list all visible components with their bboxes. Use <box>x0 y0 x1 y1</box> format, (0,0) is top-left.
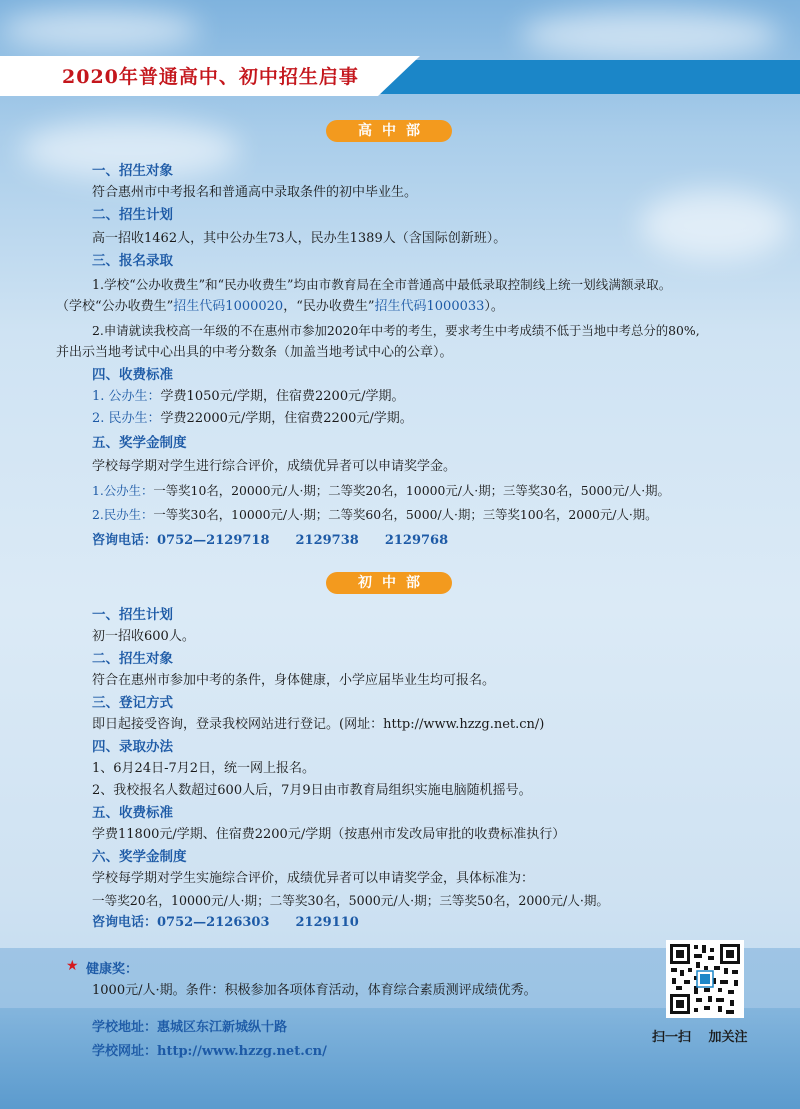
qr-caption: 扫一扫 加关注 <box>652 1030 748 1045</box>
hs-heading-2: 二、招生计划 <box>92 207 173 223</box>
hs-heading-4: 四、收费标准 <box>92 367 173 383</box>
ms-text-1: 初一招收600人。 <box>92 629 195 644</box>
school-address: 学校地址：惠城区东江新城纵十路 <box>92 1020 288 1035</box>
hs-heading-5: 五、奖学金制度 <box>92 435 187 451</box>
hs-scholarship-public <box>92 482 670 500</box>
hs-text-3b-part: （学校“公办收费生” <box>56 299 174 314</box>
hs-text-3d: 并出示当地考试中心出具的中考分数条（加盖当地考试中心的公章）。 <box>56 345 453 360</box>
health-award-text: 1000元/人·期。条件：积极参加各项体育活动，体育综合素质测评成绩优秀。 <box>92 983 537 998</box>
ms-text-6b: 一等奖20名，10000元/人·期；二等奖30名，5000元/人·期；三等奖50名，2000元/人·期。 <box>92 893 610 908</box>
hs-text-3b-part: ）。 <box>484 299 504 314</box>
star-icon: ★ <box>66 958 79 974</box>
hs-code-private: 招生代码1000033 <box>374 299 485 314</box>
hs-scholarship-public-label: 1.公办生： <box>92 483 154 498</box>
qr-code-graphic <box>668 942 742 1016</box>
ms-heading-5: 五、收费标准 <box>92 805 173 821</box>
ms-phone: 咨询电话：0752—2126303 2129110 <box>92 915 359 930</box>
ms-text-4b: 2、我校报名人数超过600人后，7月9日由市教育局组织实施电脑随机摇号。 <box>92 783 532 798</box>
hs-text-3c: 2.申请就读我校高一年级的不在惠州市参加2020年中考的考生，要求考生中考成绩不低于当地中考总分的80%, <box>92 323 700 338</box>
ms-text-2: 符合在惠州市参加中考的条件，身体健康，小学应届毕业生均可报名。 <box>92 673 496 688</box>
cloud-decoration <box>0 10 200 50</box>
hs-fee-private-label: 2. 民办生： <box>92 411 161 426</box>
ms-text-3: 即日起接受咨询，登录我校网站进行登记。(网址：http://www.hzzg.net.cn/) <box>92 717 545 732</box>
hs-fee-private-text: 学费22000元/学期，住宿费2200元/学期。 <box>160 411 413 426</box>
hs-phone: 咨询电话：0752—2129718 2129738 2129768 <box>92 533 449 548</box>
ms-heading-4: 四、录取办法 <box>92 739 173 755</box>
cloud-decoration <box>520 10 780 60</box>
health-award-heading: 健康奖： <box>86 962 139 977</box>
hs-scholarship-public-text: 一等奖10名，20000元/人·期；二等奖20名，10000元/人·期；三等奖30名，5000元/人·期。 <box>153 483 670 498</box>
ms-text-4a: 1、6月24日-7月2日，统一网上报名。 <box>92 761 316 776</box>
hs-code-public: 招生代码1000020 <box>173 299 284 314</box>
section-pill-middle-school: 初中部 <box>326 572 452 594</box>
hs-text-3b-part: ，“民办收费生” <box>283 299 375 314</box>
ms-text-6a: 学校每学期对学生实施综合评价，成绩优异者可以申请奖学金，具体标准为： <box>92 871 535 886</box>
school-website[interactable]: 学校网址：http://www.hzzg.net.cn/ <box>92 1044 327 1059</box>
ms-heading-3: 三、登记方式 <box>92 695 173 711</box>
ms-heading-2: 二、招生对象 <box>92 651 173 667</box>
hs-fee-public-text: 学费1050元/学期，住宿费2200元/学期。 <box>160 389 405 404</box>
cloud-decoration <box>640 190 790 260</box>
hs-heading-3: 三、报名录取 <box>92 253 173 269</box>
ms-heading-6: 六、奖学金制度 <box>92 849 187 865</box>
qr-code-icon <box>666 940 744 1018</box>
hs-fee-public <box>92 388 404 406</box>
ms-heading-1: 一、招生计划 <box>92 607 173 623</box>
hs-scholarship-private-text: 一等奖30名，10000元/人·期；二等奖60名，5000/人·期；三等奖100名，2000元/人·期。 <box>153 507 658 522</box>
section-pill-high-school: 高中部 <box>326 120 452 142</box>
hs-text-3a: 1.学校“公办收费生”和“民办收费生”均由市教育局在全市普通高中最低录取控制线上统一划线满额录取。 <box>92 277 672 292</box>
hs-scholarship-private-label: 2.民办生： <box>92 507 154 522</box>
hs-fee-public-label: 1. 公办生： <box>92 389 161 404</box>
hs-text-3b <box>56 298 504 316</box>
hs-fee-private <box>92 410 413 428</box>
hs-text-2: 高一招收1462人，其中公办生73人，民办生1389人（含国际创新班）。 <box>92 231 507 246</box>
hs-heading-1: 一、招生对象 <box>92 163 173 179</box>
ms-text-5: 学费11800元/学期、住宿费2200元/学期（按惠州市发改局审批的收费标准执行） <box>92 827 566 842</box>
page-title: 2020年普通高中、初中招生启事 <box>62 66 359 88</box>
hs-scholarship-private <box>92 506 658 524</box>
hs-scholarship-intro: 学校每学期对学生进行综合评价，成绩优异者可以申请奖学金。 <box>92 459 457 474</box>
hs-text-1: 符合惠州市中考报名和普通高中录取条件的初中毕业生。 <box>92 185 418 200</box>
